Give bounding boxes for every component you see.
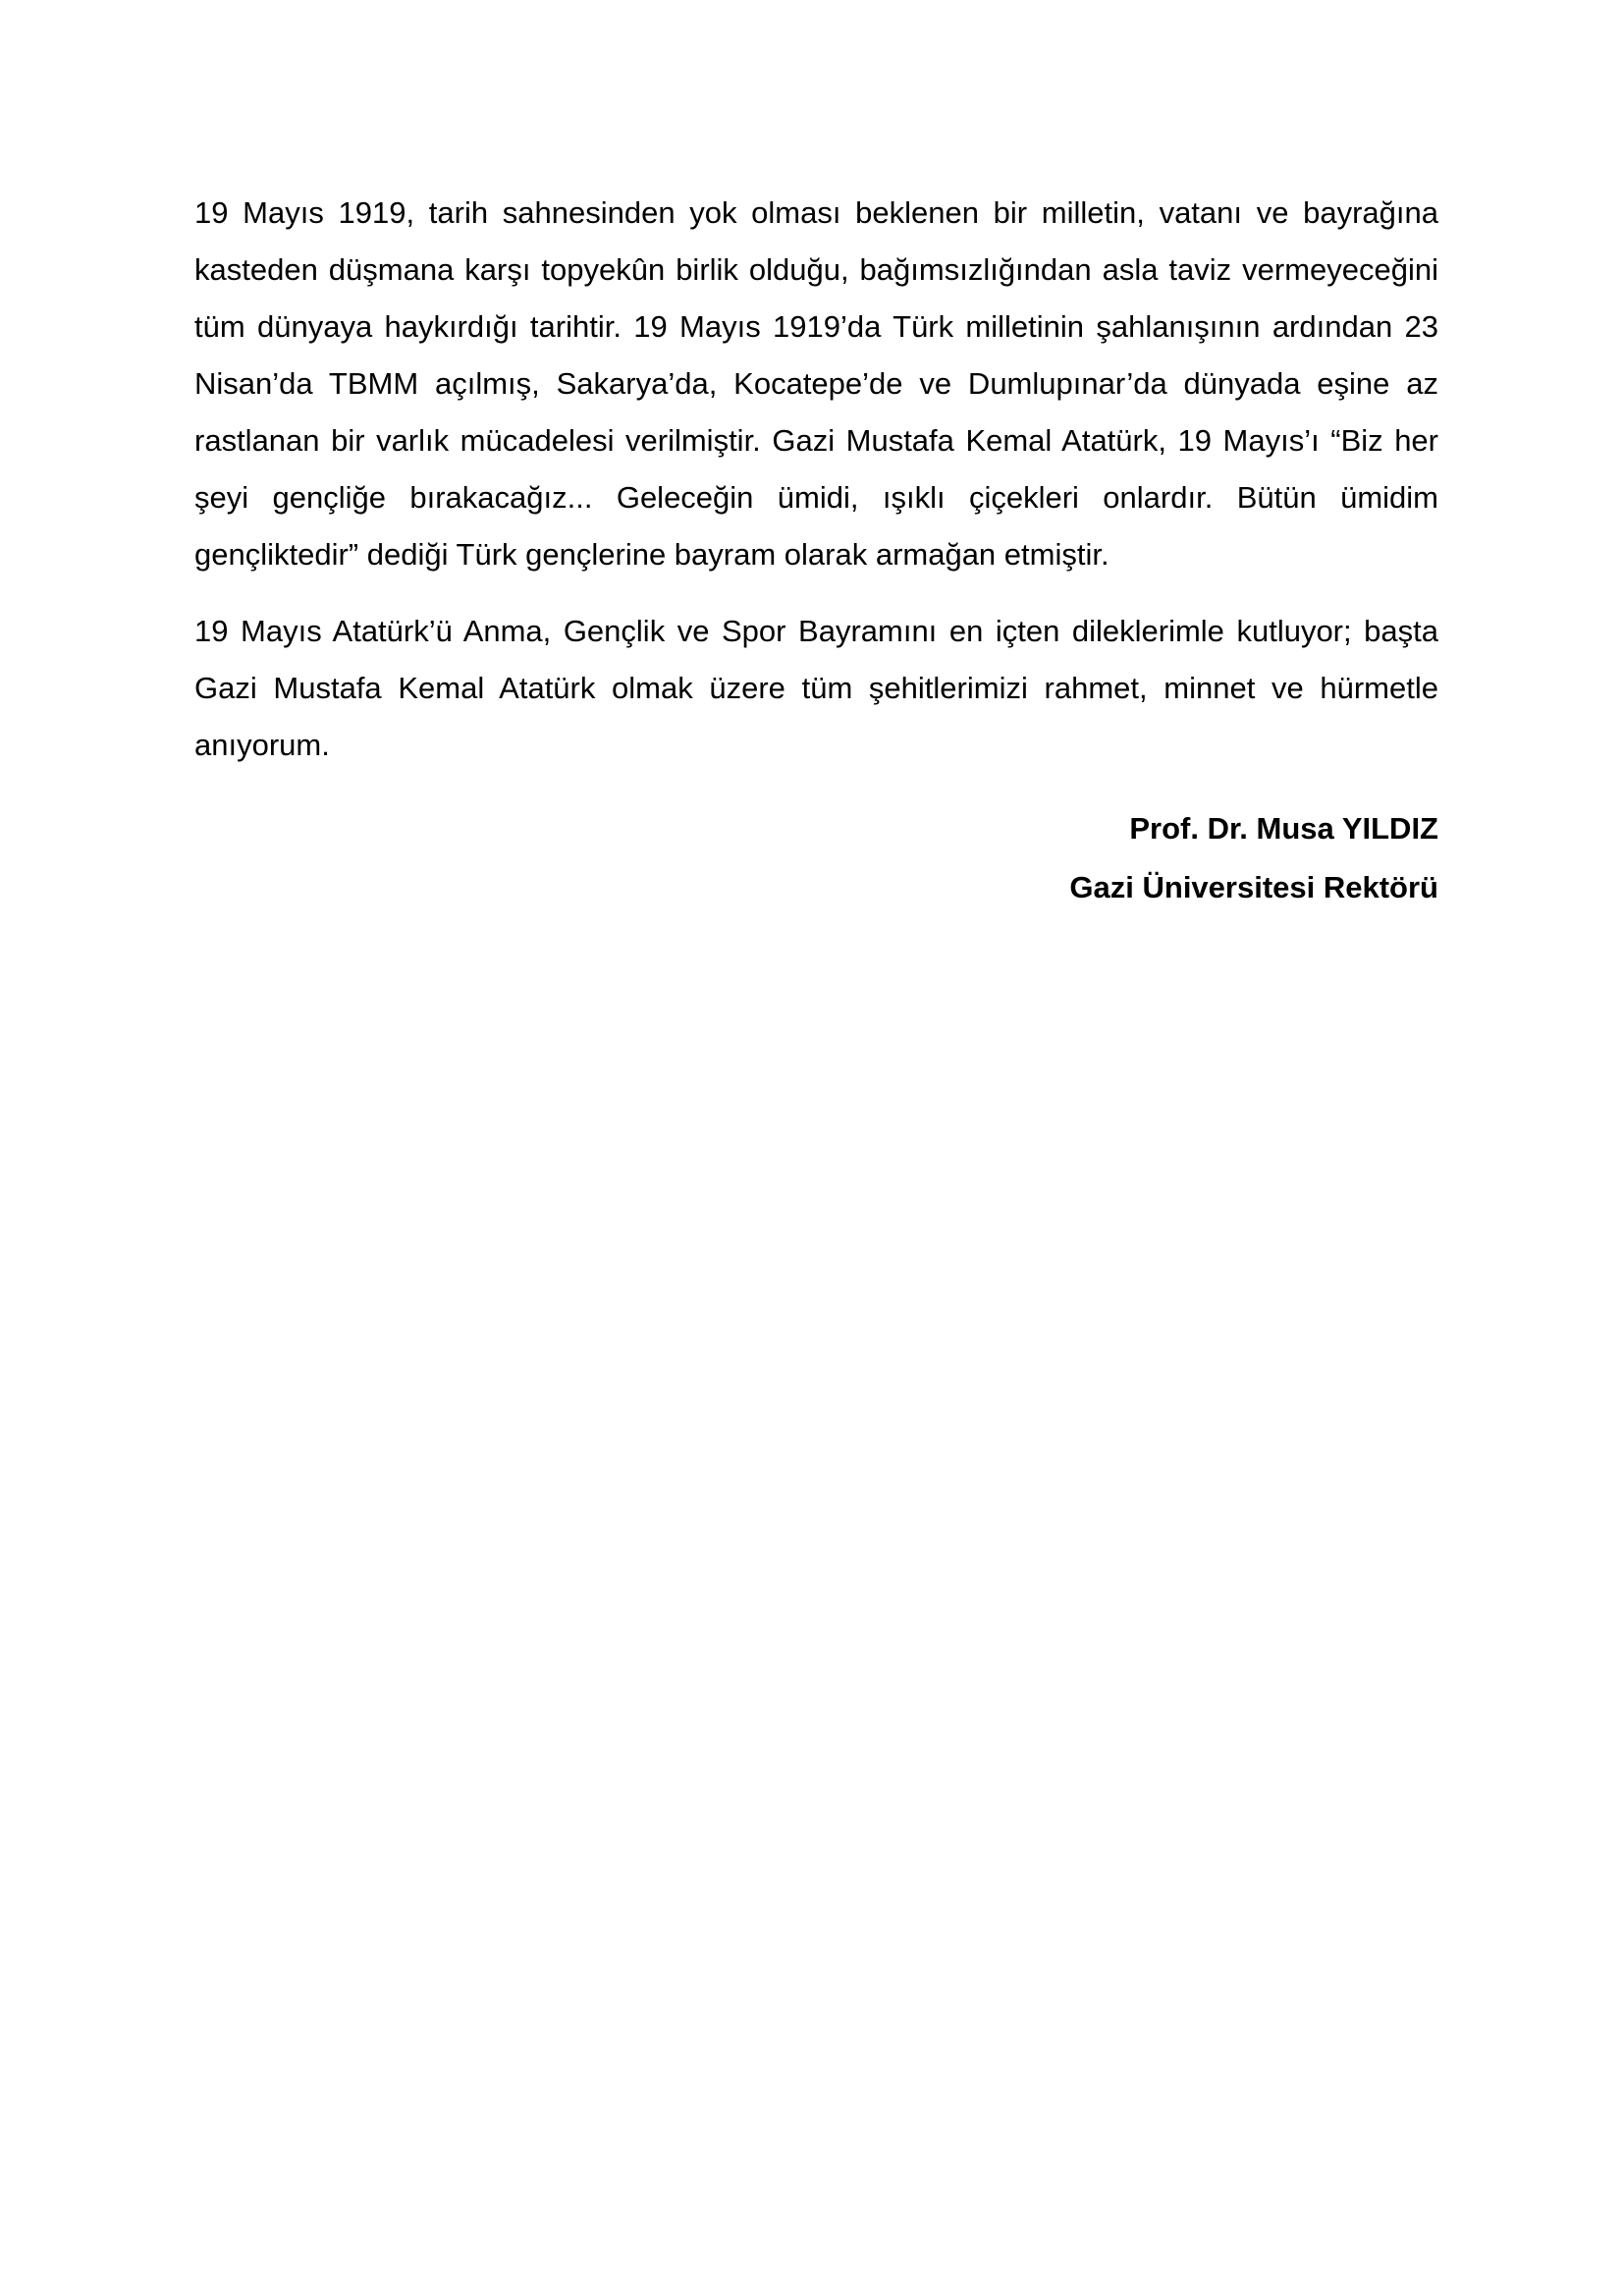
body-paragraph-1: 19 Mayıs 1919, tarih sahnesinden yok olması beklenen bir milletin, vatanı ve bayrağına kasteden düşmana karşı topyekûn birlik olduğu, bağımsızlığından asla taviz vermeyeceğini tüm dünyaya haykırdığı tarihtir. 19 Mayıs 1919’da Türk milletinin şahlanışının ardından 23 Nisan’da TBMM açılmış, Sakarya’da, Kocatepe’de ve Dumlupınar’da dünyada eşine az rastlanan bir varlık mücadelesi verilmiştir. Gazi Mustafa Kemal Atatürk, 19 Mayıs’ı “Biz her şeyi gençliğe bırakacağız... Geleceğin ümidi, ışıklı çiçekleri onlardır. Bütün ümidim gençliktedir” dediği Türk gençlerine bayram olarak armağan etmiştir. (194, 195, 1438, 572)
signature-title: Gazi Üniversitesi Rektörü (1069, 870, 1438, 904)
body-paragraph-2: 19 Mayıs Atatürk’ü Anma, Gençlik ve Spor Bayramını en içten dileklerimle kutluyor; başta Gazi Mustafa Kemal Atatürk olmak üzere tüm şehitlerimizi rahmet, minnet ve hürmetle anıyorum. (194, 614, 1438, 762)
document-body (194, 185, 1438, 917)
signature-block (194, 799, 1438, 917)
signature-name: Prof. Dr. Musa YILDIZ (1129, 811, 1438, 846)
